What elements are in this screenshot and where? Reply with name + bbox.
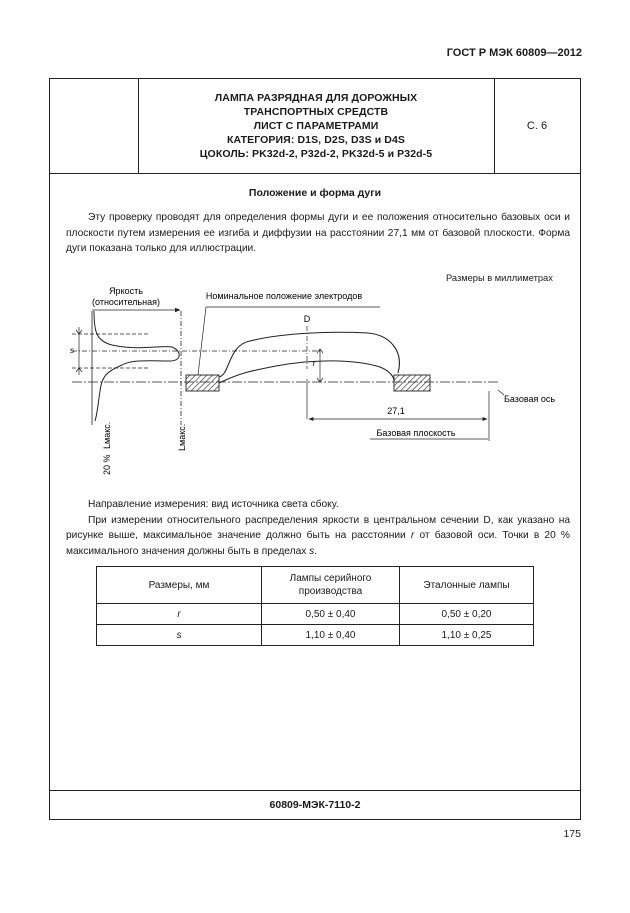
dimension-27-1-value: 27,1 xyxy=(387,406,405,416)
lmax-label-2: Lмакс. xyxy=(177,423,187,451)
page-number: 175 xyxy=(563,828,581,840)
table-cell: 0,50 ± 0,20 xyxy=(400,604,534,625)
table-cell: 0,50 ± 0,40 xyxy=(262,604,400,625)
section-d-label: D xyxy=(303,314,311,324)
intro-text: Эту проверку проводят для определения формы дуги и ее положения относительно базовых оси и плоскости путем измерения ее изгиба и диффузии на расстоянии 27,1 мм от базовой плоскости. Форма дуги показана только для иллюстрации. xyxy=(66,212,570,254)
header-title-line-2: ТРАНСПОРТНЫХ СРЕДСТВ xyxy=(243,106,389,118)
brightness-label: Яркость xyxy=(109,286,143,296)
base-plane-label: Базовая плоскость xyxy=(376,428,456,438)
table-header-row xyxy=(97,567,534,604)
electrode-position-label: Номинальное положение электродов xyxy=(205,291,363,301)
sheet-number: С. 6 xyxy=(526,120,548,132)
table-header-cell: Лампы серийного производства xyxy=(262,567,400,604)
left-electrode xyxy=(186,375,219,391)
standard-number: ГОСТ Р МЭК 60809—2012 xyxy=(446,47,582,59)
table-cell: r xyxy=(97,604,262,625)
sheet-footer: 60809-МЭК-7110-2 xyxy=(50,790,580,819)
r-label: r xyxy=(312,358,316,368)
header-cap-line: ЦОКОЛЬ: PK32d-2, P32d-2, PK32d-5 и P32d-5 xyxy=(199,148,433,160)
measurement-paragraph xyxy=(66,497,570,559)
right-electrode xyxy=(394,375,430,391)
table-cell: 1,10 ± 0,40 xyxy=(262,625,400,646)
arc-shape xyxy=(219,332,399,383)
brightness-profile-curve xyxy=(94,311,179,421)
units-note: Размеры в миллиметрах xyxy=(446,273,553,283)
direction-text: Направление измерения: вид источника света сбоку. xyxy=(88,499,339,510)
arc-diagram xyxy=(50,79,582,499)
section-title: Положение и форма дуги xyxy=(248,187,382,199)
parameter-sheet-frame xyxy=(49,78,581,820)
measurement-text: При измерении относительного распределения яркости в центральном сечении D, как указано на рисунке выше, максимальное значение должно быть на расстоянии r от базовой оси. Точки в 20 % максимального значения должны быть в пределах s. xyxy=(66,514,570,557)
table-header-cell: Эталонные лампы xyxy=(400,567,534,604)
table-header-cell: Размеры, мм xyxy=(97,567,262,604)
pct-label: 20 % xyxy=(102,454,112,475)
brightness-label-relative: (относительная) xyxy=(92,297,160,307)
table-cell: 1,10 ± 0,25 xyxy=(400,625,534,646)
s-label: s xyxy=(69,345,75,355)
dimensions-table xyxy=(96,566,534,646)
base-axis-label: Базовая ось xyxy=(504,394,556,404)
lmax-label-1: Lмакс. xyxy=(102,421,112,449)
header-title-line-3: ЛИСТ С ПАРАМЕТРАМИ xyxy=(253,120,379,132)
table-cell: s xyxy=(97,625,262,646)
header-category-line: КАТЕГОРИЯ: D1S, D2S, D3S и D4S xyxy=(226,134,406,146)
table-row xyxy=(97,604,534,625)
header-title-line-1: ЛАМПА РАЗРЯДНАЯ ДЛЯ ДОРОЖНЫХ xyxy=(214,92,418,104)
table-row xyxy=(97,625,534,646)
